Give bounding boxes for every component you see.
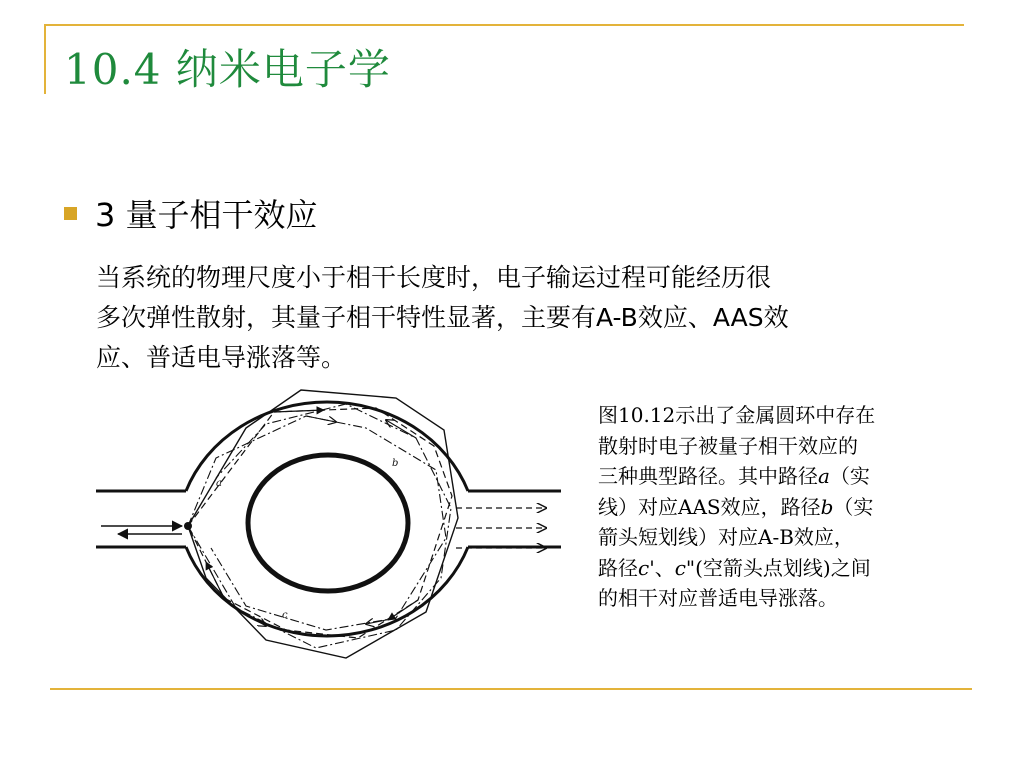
figure-label-c: c <box>282 610 288 621</box>
bullet-square-icon <box>64 207 77 220</box>
figure-label-b: b <box>392 458 399 469</box>
footer-rule <box>50 688 972 690</box>
caption-text: （实 <box>829 464 870 488</box>
title-top-rule <box>44 24 964 26</box>
intro-line: 当系统的物理尺度小于相干长度时，电子输运过程可能经历很 <box>96 263 772 292</box>
caption-path-b: b <box>820 494 834 519</box>
caption-line <box>598 461 954 492</box>
metal-ring-figure <box>96 368 566 668</box>
slide-title: 10.4 纳米电子学 <box>64 45 391 94</box>
caption-line: 箭头短划线）对应A-B效应， <box>598 525 854 549</box>
bullet-heading-text: 3 量子相干效应 <box>95 196 318 234</box>
caption-text: （实 <box>833 494 874 519</box>
caption-text: 线）对应AAS效应，路径 <box>598 494 821 519</box>
bullet-heading <box>64 190 318 236</box>
lead-wires <box>96 491 561 547</box>
caption-text: 路径 <box>598 555 638 580</box>
title-left-rule <box>44 24 46 94</box>
figure-label-a: a <box>216 478 222 489</box>
caption-text: (空箭头点划线)之间 <box>695 555 871 580</box>
intro-line: 应、普适电导涨落等。 <box>96 343 347 372</box>
caption-text: 三种典型路径。其中路径 <box>598 464 818 488</box>
caption-path-c-double: c" <box>674 555 696 580</box>
intro-paragraph <box>96 258 976 378</box>
ring-outer-boundary <box>186 402 468 491</box>
intro-line: 多次弹性散射，其量子相干特性显著，主要有A-B效应、AAS效 <box>96 303 789 332</box>
ring-inner-hole <box>248 455 408 591</box>
caption-path-c-prime: c' <box>638 555 655 580</box>
caption-path-a: a <box>818 464 830 488</box>
caption-line: 的相干对应普适电导涨落。 <box>598 586 838 610</box>
caption-line <box>598 553 954 584</box>
caption-line: 图10.12示出了金属圆环中存在 <box>598 403 876 427</box>
figure-caption <box>598 400 954 614</box>
caption-text: 、 <box>654 555 675 580</box>
caption-line: 散射时电子被量子相干效应的 <box>598 433 858 458</box>
caption-line <box>598 492 954 523</box>
path-c-double <box>188 404 451 648</box>
